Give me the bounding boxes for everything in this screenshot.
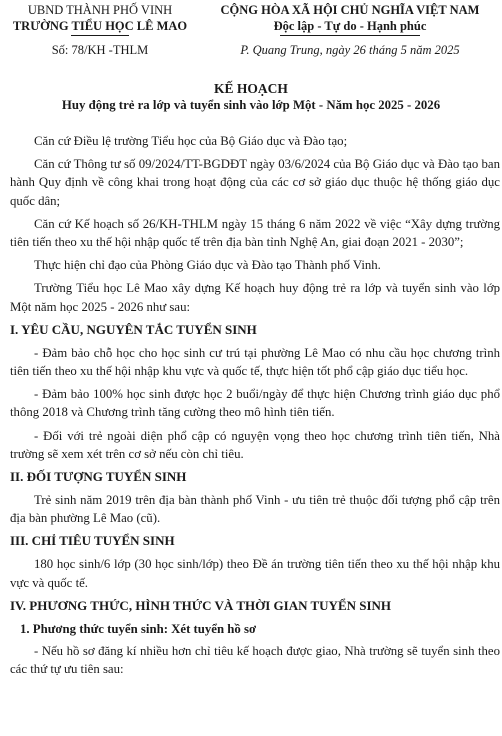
paragraph: Thực hiện chỉ đạo của Phòng Giáo dục và Đào tạo Thành phố Vinh.	[34, 258, 381, 273]
subsection-heading: 1. Phương thức tuyển sinh: Xét tuyển hồ sơ	[20, 621, 257, 636]
section-heading: II. ĐỐI TƯỢNG TUYỂN SINH	[10, 469, 187, 485]
header-right	[200, 2, 500, 58]
national-motto: Độc lập - Tự do - Hạnh phúc	[273, 19, 427, 33]
paragraph: Căn cứ Kế hoạch số 26/KH-THLM ngày 15 tháng 6 năm 2022 về việc “Xây dựng trường tiên tiến theo xu thế hội nhập quốc tế trên địa bàn tỉnh Nghệ An, giai đoạn 2021 - 2030”;	[10, 216, 500, 250]
header-left	[0, 2, 200, 58]
paragraph: - Đảm bảo 100% học sinh được học 2 buổi/ngày để thực hiện Chương trình giáo dục phổ thông 2018 và Chương trình tăng cường theo mô hình tiên tiến.	[10, 387, 500, 420]
header-right-underline	[280, 35, 420, 36]
section-heading: I. YÊU CẦU, NGUYÊN TẮC TUYỂN SINH	[10, 321, 257, 337]
paragraph: Căn cứ Điều lệ trường Tiểu học của Bộ Giáo dục và Đào tạo;	[34, 134, 348, 148]
doc-body	[10, 132, 500, 683]
paragraph: - Đảm bảo chỗ học cho học sinh cư trú tại phường Lê Mao có nhu cầu học chương trình tiên tiến theo xu thế hội nhập khu vực và quốc tế, thực hiện tốt phổ cập giáo dục tiểu học.	[10, 345, 500, 379]
doc-subtitle: Huy động trẻ ra lớp và tuyển sinh vào lớp Một - Năm học 2025 - 2026	[61, 98, 441, 112]
section-heading: III. CHỈ TIÊU TUYỂN SINH	[10, 533, 175, 549]
date-line: P. Quang Trung, ngày 26 tháng 5 năm 2025	[240, 43, 460, 57]
school-name: TRƯỜNG TIỂU HỌC LÊ MAO	[12, 19, 188, 33]
doc-number: Số: 78/KH -THLM	[51, 43, 149, 57]
paragraph: - Đối với trẻ ngoài diện phổ cập có nguyện vọng theo học chương trình tiên tiến, Nhà trường sẽ xem xét trên cơ sở nếu còn chỉ tiêu.	[10, 428, 500, 461]
doc-title: KẾ HOẠCH	[214, 81, 288, 96]
paragraph: Trường Tiểu học Lê Mao xây dựng Kế hoạch huy động trẻ ra lớp và tuyển sinh vào lớp Một năm học 2025 - 2026 như sau:	[10, 281, 500, 314]
country-name: CỘNG HÒA XÃ HỘI CHỦ NGHĨA VIỆT NAM	[220, 3, 480, 17]
section-heading: IV. PHƯƠNG THỨC, HÌNH THỨC VÀ THỜI GIAN TUYỂN SINH	[10, 597, 392, 613]
paragraph: Căn cứ Thông tư số 09/2024/TT-BGDĐT ngày 03/6/2024 của Bộ Giáo dục và Đào tạo ban hành Quy định về công khai trong hoạt động của các cơ sở giáo dục thuộc hệ thống giáo dục quốc dân;	[10, 157, 500, 208]
header-left-underline	[71, 35, 129, 36]
paragraph: Trẻ sinh năm 2019 trên địa bàn thành phố Vinh - ưu tiên trẻ thuộc đối tượng phổ cập trên địa bàn phường Lê Mao (cũ).	[10, 493, 500, 526]
org-name: UBND THÀNH PHỐ VINH	[27, 3, 173, 17]
paragraph: - Nếu hồ sơ đăng kí nhiều hơn chỉ tiêu kế hoạch được giao, Nhà trường sẽ tuyển sinh theo các thứ tự ưu tiên sau:	[10, 643, 500, 677]
paragraph: 180 học sinh/6 lớp (30 học sinh/lớp) theo Đề án trường tiên tiến theo xu thế hội nhập khu vực và quốc tế.	[10, 557, 500, 590]
